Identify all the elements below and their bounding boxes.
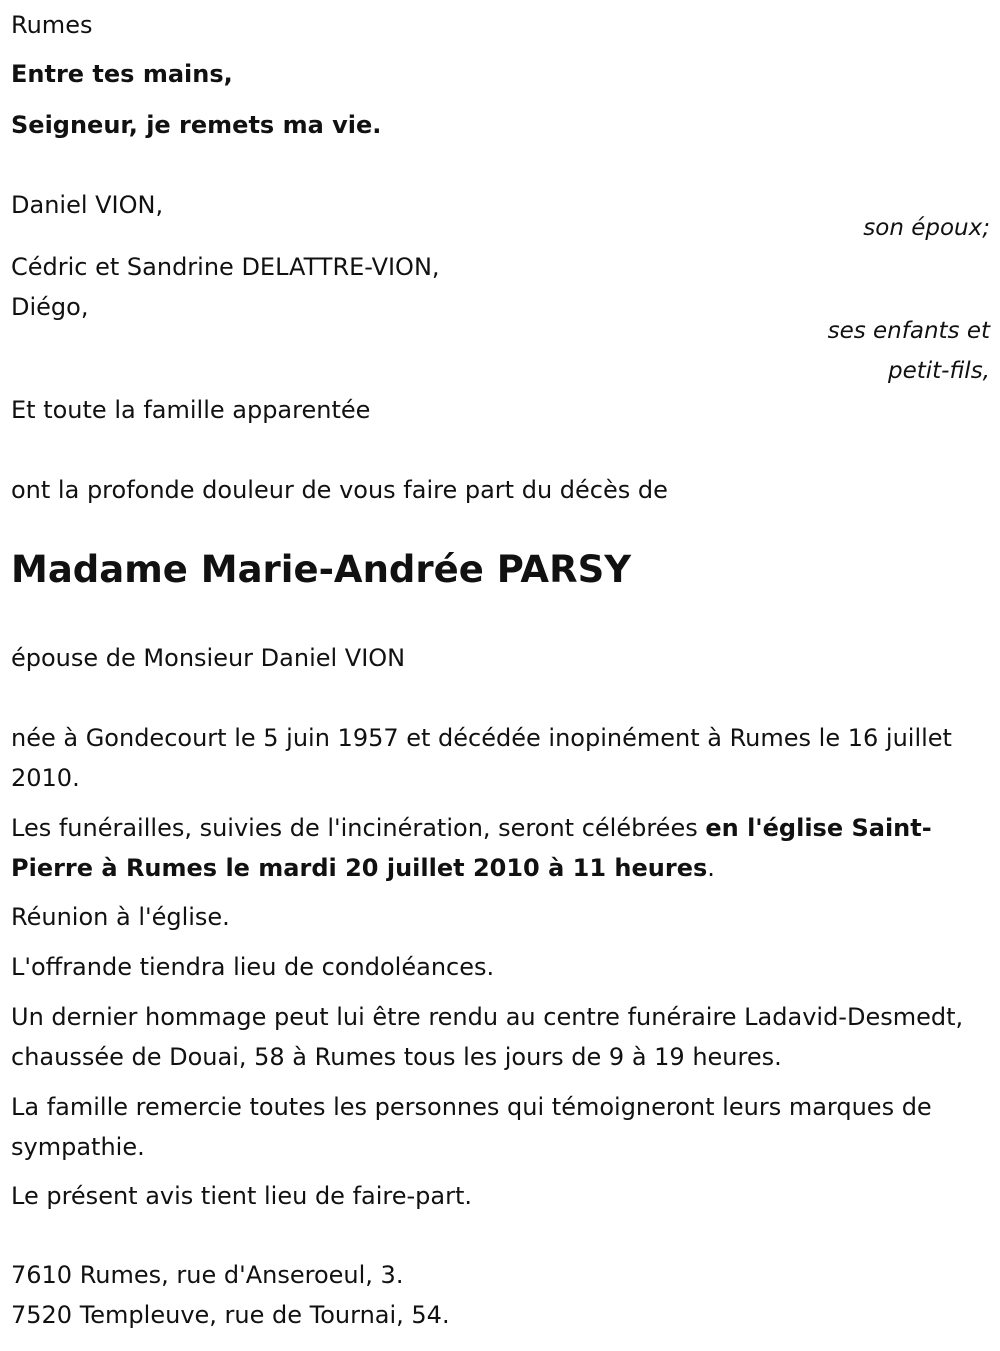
thanks-paragraph: La famille remercie toutes les personnes qui témoigneront leurs marques de sympathie. bbox=[11, 1093, 932, 1161]
place-heading: Rumes bbox=[11, 11, 93, 39]
children-role-2: petit-fils, bbox=[887, 358, 990, 384]
offering-line: L'offrande tiendra lieu de condoléances. bbox=[11, 953, 495, 981]
announcement-intro: ont la profonde douleur de vous faire part du décès de bbox=[11, 476, 668, 504]
spouse-name: Daniel VION, bbox=[11, 191, 164, 219]
address-1: 7610 Rumes, rue d'Anseroeul, 3. bbox=[11, 1261, 404, 1289]
funeral-text: Les funérailles, suivies de l'incinération, seront célébrées bbox=[11, 814, 706, 842]
funeral-paragraph bbox=[11, 808, 991, 888]
relation-line: épouse de Monsieur Daniel VION bbox=[11, 644, 406, 672]
children-role-1: ses enfants et bbox=[827, 318, 990, 344]
funeral-location-date: en l'église Saint-Pierre à Rumes le mardi 20 juillet 2010 à 11 heures bbox=[11, 814, 932, 882]
tribute-paragraph: Un dernier hommage peut lui être rendu au centre funéraire Ladavid-Desmedt, chaussée de Douai, 58 à Rumes tous les jours de 9 à 19 heures. bbox=[11, 1003, 964, 1071]
extended-family: Et toute la famille apparentée bbox=[11, 396, 371, 424]
children-line-1: Cédric et Sandrine DELATTRE-VION, bbox=[11, 253, 440, 281]
funeral-end: . bbox=[707, 854, 715, 882]
deceased-name: Madame Marie-Andrée PARSY bbox=[11, 548, 632, 591]
meeting-line: Réunion à l'église. bbox=[11, 903, 230, 931]
spouse-role: son époux; bbox=[863, 215, 990, 241]
verse-line-2: Seigneur, je remets ma vie. bbox=[11, 111, 382, 139]
birth-death-paragraph: née à Gondecourt le 5 juin 1957 et décédée inopinément à Rumes le 16 juillet 2010. bbox=[11, 724, 952, 792]
notice-line: Le présent avis tient lieu de faire-part. bbox=[11, 1182, 473, 1210]
address-2: 7520 Templeuve, rue de Tournai, 54. bbox=[11, 1301, 450, 1329]
children-line-2: Diégo, bbox=[11, 293, 89, 321]
verse-line-1: Entre tes mains, bbox=[11, 60, 233, 88]
